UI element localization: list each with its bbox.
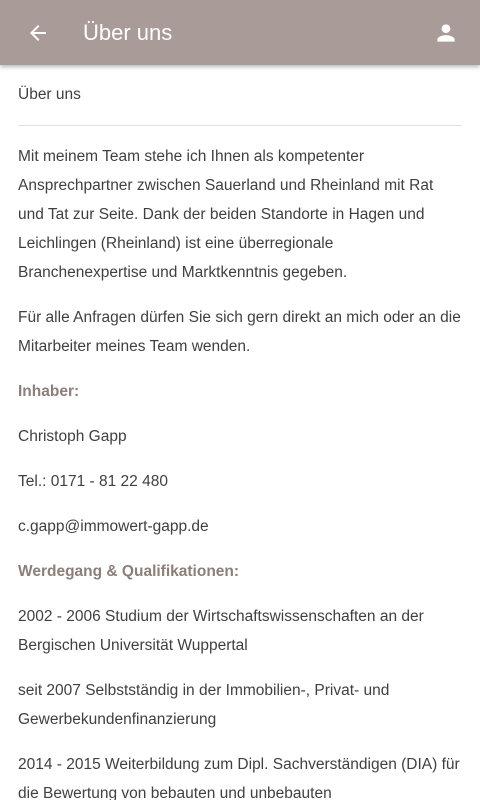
career-item: 2014 - 2015 Weiterbildung zum Dipl. Sachverständigen (DIA) für die Bewertung von bebauten und unbebauten xyxy=(18,756,460,800)
career-item: seit 2007 Selbstständig in der Immobilien-, Privat- und Gewerbekundenfinanzierung xyxy=(18,682,390,728)
profile-button[interactable] xyxy=(426,13,466,53)
page-title: Über uns xyxy=(83,20,173,45)
email-link[interactable]: c.gapp@immowert-gapp.de xyxy=(18,518,209,535)
app-bar xyxy=(0,0,480,65)
owner-name: Christoph Gapp xyxy=(18,428,127,445)
arrow-left-icon xyxy=(26,21,50,45)
career-item: 2002 - 2006 Studium der Wirtschaftswissenschaften an der Bergischen Universität Wuppertal xyxy=(18,608,424,654)
career-heading: Werdegang & Qualifikationen: xyxy=(18,563,240,580)
section-subtitle: Über uns xyxy=(18,65,462,126)
person-icon xyxy=(433,20,459,46)
intro-text: Mit meinem Team stehe ich Ihnen als kompetenter Ansprechpartner zwischen Sauerland und Rheinland mit Rat und Tat zur Seite. Dank der beiden Standorte in Hagen und Leichlingen (Rheinland) ist eine überregionale Branchenexpertise und Marktkenntnis gegeben. xyxy=(18,148,434,281)
back-button[interactable] xyxy=(18,13,58,53)
page-content[interactable] xyxy=(0,65,480,800)
contact-note-text: Für alle Anfragen dürfen Sie sich gern direkt an mich oder an die Mitarbeiter meines Team wenden. xyxy=(18,309,461,355)
owner-heading: Inhaber: xyxy=(18,383,80,400)
phone-link[interactable]: Tel.: 0171 - 81 22 480 xyxy=(18,473,168,490)
